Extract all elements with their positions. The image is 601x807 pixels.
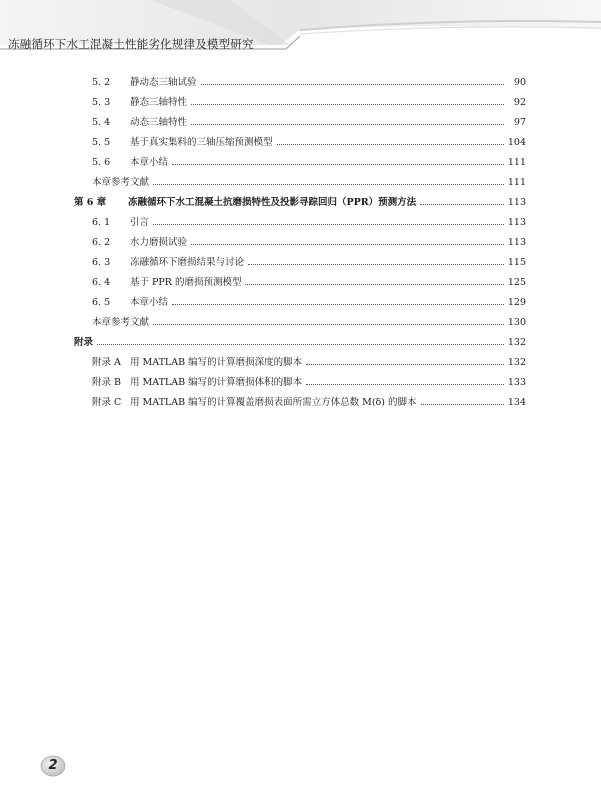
toc-number: 附录 C xyxy=(92,397,122,408)
toc-entry-5-6[interactable] xyxy=(92,152,526,168)
toc-number: 附录 B xyxy=(92,377,122,388)
dot-leader xyxy=(201,75,504,85)
toc-number: 附录 A xyxy=(92,357,121,368)
toc-page: 113 xyxy=(507,237,526,248)
toc-number: 5. 4 xyxy=(92,117,111,128)
toc-number: 6. 1 xyxy=(92,217,111,228)
toc-page: 132 xyxy=(507,357,526,368)
toc-entry-chapter-6[interactable] xyxy=(74,192,526,208)
toc-page: 92 xyxy=(513,97,526,108)
toc-number: 5. 5 xyxy=(92,137,111,148)
toc-entry-6-4[interactable] xyxy=(92,272,526,288)
dot-leader xyxy=(306,355,504,365)
toc-page: 97 xyxy=(513,117,526,128)
toc-title: 用 MATLAB 编写的计算磨损深度的脚本 xyxy=(130,357,303,368)
toc-title: 本章小结 xyxy=(130,157,169,168)
toc-number: 6. 4 xyxy=(92,277,111,288)
toc-title: 静动态三轴试验 xyxy=(130,77,197,88)
dot-leader xyxy=(153,175,504,185)
toc-page: 129 xyxy=(507,297,526,308)
dot-leader xyxy=(153,315,504,325)
toc-entry-appendix-b[interactable] xyxy=(92,372,526,388)
dot-leader xyxy=(191,115,504,125)
toc-entry-5-2[interactable] xyxy=(92,72,526,88)
toc-entry-ref-6[interactable] xyxy=(92,312,526,328)
toc-title: 本章小结 xyxy=(130,297,169,308)
toc-number: 5. 2 xyxy=(92,77,111,88)
toc-number: 6. 2 xyxy=(92,237,111,248)
toc-page: 134 xyxy=(507,397,526,408)
toc-page: 113 xyxy=(507,197,526,208)
toc-entry-appendix-c[interactable] xyxy=(92,392,526,408)
dot-leader xyxy=(191,235,504,245)
dot-leader xyxy=(172,155,504,165)
page-number-badge xyxy=(40,755,66,777)
toc-entry-6-3[interactable] xyxy=(92,252,526,268)
toc-entry-ref-5[interactable] xyxy=(92,172,526,188)
toc-page: 111 xyxy=(507,177,526,188)
toc-page: 125 xyxy=(507,277,526,288)
toc-title: 本章参考文献 xyxy=(92,317,150,328)
dot-leader xyxy=(421,395,504,405)
toc-entry-appendix[interactable] xyxy=(74,332,526,348)
toc-page: 90 xyxy=(513,77,526,88)
dot-leader xyxy=(277,135,504,145)
toc-title: 用 MATLAB 编写的计算覆盖磨损表面所需立方体总数 M(δ) 的脚本 xyxy=(130,397,417,408)
toc-page: 113 xyxy=(507,217,526,228)
toc-title: 附录 xyxy=(74,337,94,348)
toc-page: 115 xyxy=(507,257,526,268)
header-title: 冻融循环下水工混凝土性能劣化规律及模型研究 xyxy=(8,37,254,51)
toc-number: 6. 5 xyxy=(92,297,111,308)
toc-title: 引言 xyxy=(130,217,150,228)
dot-leader xyxy=(420,195,504,205)
toc-title: 水力磨损试验 xyxy=(130,237,188,248)
toc-page: 133 xyxy=(507,377,526,388)
toc-entry-5-4[interactable] xyxy=(92,112,526,128)
page-number: 2 xyxy=(48,758,58,773)
toc-page: 132 xyxy=(507,337,526,348)
toc-entry-5-3[interactable] xyxy=(92,92,526,108)
toc-number: 5. 3 xyxy=(92,97,111,108)
toc-page: 104 xyxy=(507,137,526,148)
toc-number: 5. 6 xyxy=(92,157,111,168)
dot-leader xyxy=(245,275,503,285)
toc-title: 用 MATLAB 编写的计算磨损体积的脚本 xyxy=(130,377,303,388)
toc-title: 动态三轴特性 xyxy=(130,117,188,128)
dot-leader xyxy=(306,375,504,385)
toc-title: 基于 PPR 的磨损预测模型 xyxy=(130,277,242,288)
toc-entry-6-2[interactable] xyxy=(92,232,526,248)
toc-title: 冻融循环下水工混凝土抗磨损特性及投影寻踪回归（PPR）预测方法 xyxy=(128,197,417,208)
toc-page: 130 xyxy=(507,317,526,328)
toc-entry-5-5[interactable] xyxy=(92,132,526,148)
dot-leader xyxy=(172,295,504,305)
toc-number: 第 6 章 xyxy=(74,197,107,208)
toc-page: 111 xyxy=(507,157,526,168)
dot-leader xyxy=(153,215,504,225)
toc-title: 冻融循环下磨损结果与讨论 xyxy=(130,257,245,268)
toc-title: 本章参考文献 xyxy=(92,177,150,188)
toc-entry-6-1[interactable] xyxy=(92,212,526,228)
dot-leader xyxy=(97,335,504,345)
toc-title: 基于真实集料的三轴压缩预测模型 xyxy=(130,137,273,148)
toc-entry-6-5[interactable] xyxy=(92,292,526,308)
dot-leader xyxy=(248,255,504,265)
running-header xyxy=(0,0,601,58)
toc-number: 6. 3 xyxy=(92,257,111,268)
dot-leader xyxy=(191,95,504,105)
toc-entry-appendix-a[interactable] xyxy=(92,352,526,368)
toc-title: 静态三轴特性 xyxy=(130,97,188,108)
